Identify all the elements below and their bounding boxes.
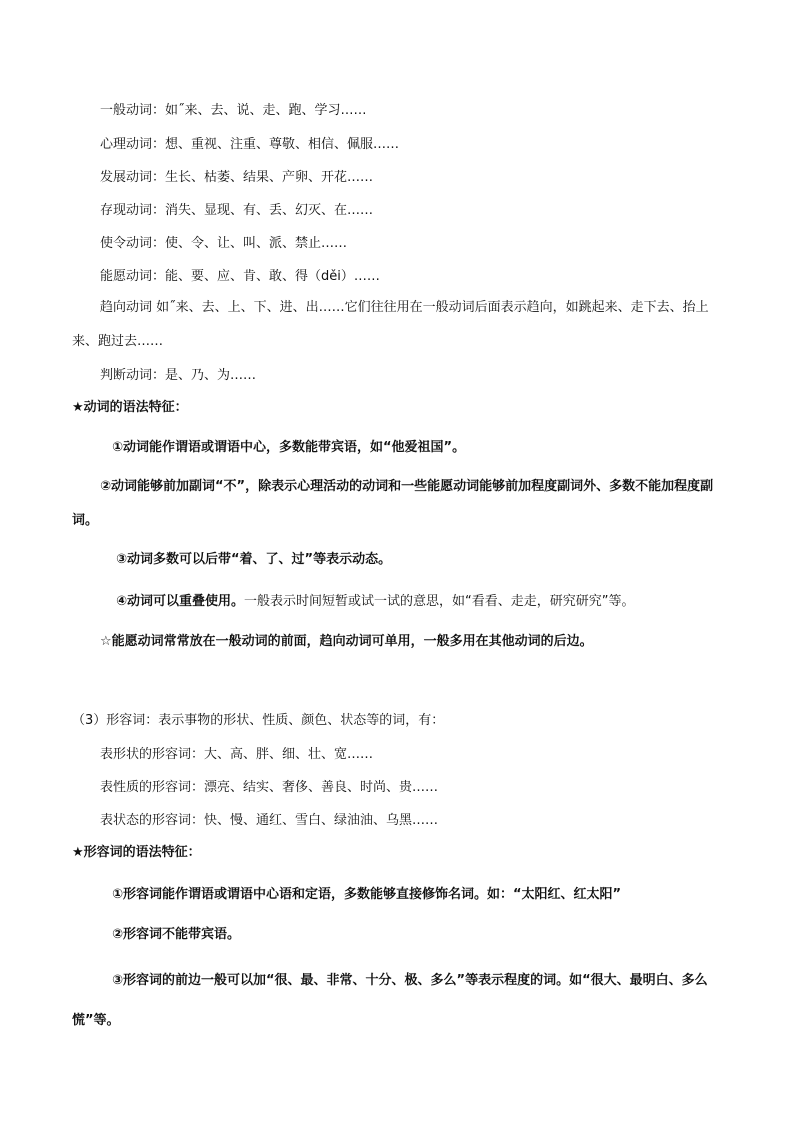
verb-type-judgment: 判断动词：是、乃、为…… bbox=[100, 368, 257, 383]
adjective-type-state: 表状态的形容词：快、慢、通红、雪白、绿油油、乌黑…… bbox=[100, 813, 439, 828]
verb-feature-2: ②动词能够前加副词“不”，除表示心理活动的动词和一些能愿动词能够前加程度副词外、多数不能加程度副词。 bbox=[72, 479, 714, 528]
verb-type-existence: 存现动词：消失、显现、有、丢、幻灭、在…… bbox=[100, 203, 374, 218]
verb-feature-4 bbox=[116, 592, 635, 612]
adjective-type-quality: 表性质的形容词：漂亮、结实、奢侈、善良、时尚、贵…… bbox=[100, 780, 439, 795]
verb-type-general: 一般动词：如˝来、去、说、走、跑、学习…… bbox=[100, 103, 367, 118]
adjective-features-title: ★形容词的语法特征： bbox=[72, 845, 201, 860]
verb-type-modal: 能愿动词：能、要、应、肯、敢、得（děi）…… bbox=[100, 269, 380, 284]
verb-note: ☆能愿动词常常放在一般动词的前面，趋向动词可单用，一般多用在其他动词的后边。 bbox=[100, 634, 593, 649]
verb-type-development: 发展动词：生长、枯萎、结果、产卵、开花…… bbox=[100, 170, 374, 185]
verb-feature-3: ③动词多数可以后带“着、了、过”等表示动态。 bbox=[116, 552, 392, 567]
adjective-feature-3: ③形容词的前边一般可以加“很、最、非常、十分、极、多么”等表示程度的词。如“很大、最明白、多么慌”等。 bbox=[72, 973, 708, 1028]
verb-type-causative: 使令动词：使、令、让、叫、派、禁止…… bbox=[100, 236, 348, 251]
verb-type-directional: 趋向动词 如˝来、去、上、下、进、出……它们往往用在一般动词后面表示趋向，如跳起来、走下去、抬上来、跑过去…… bbox=[72, 300, 709, 349]
verb-type-psychological: 心理动词：想、重视、注重、尊敬、相信、佩服…… bbox=[100, 137, 400, 152]
verb-feature-1: ①动词能作谓语或谓语中心，多数能带宾语，如“他爱祖国”。 bbox=[112, 440, 466, 455]
verb-feature-4-rest: 一般表示时间短暂或试一试的意思，如“看看、走走，研究研究”等。 bbox=[244, 594, 635, 609]
adjective-type-shape: 表形状的形容词：大、高、胖、细、壮、宽…… bbox=[100, 747, 374, 762]
verb-feature-4-lead: ④动词可以重叠使用。 bbox=[116, 594, 245, 609]
verb-features-title: ★动词的语法特征： bbox=[72, 400, 188, 415]
adjective-feature-2: ②形容词不能带宾语。 bbox=[112, 927, 241, 942]
adjective-feature-1: ①形容词能作谓语或谓语中心语和定语，多数能够直接修饰名词。如：“太阳红、红太阳” bbox=[112, 887, 622, 902]
adjective-heading: （3）形容词：表示事物的形状、性质、颜色、状态等的词，有： bbox=[72, 713, 445, 728]
